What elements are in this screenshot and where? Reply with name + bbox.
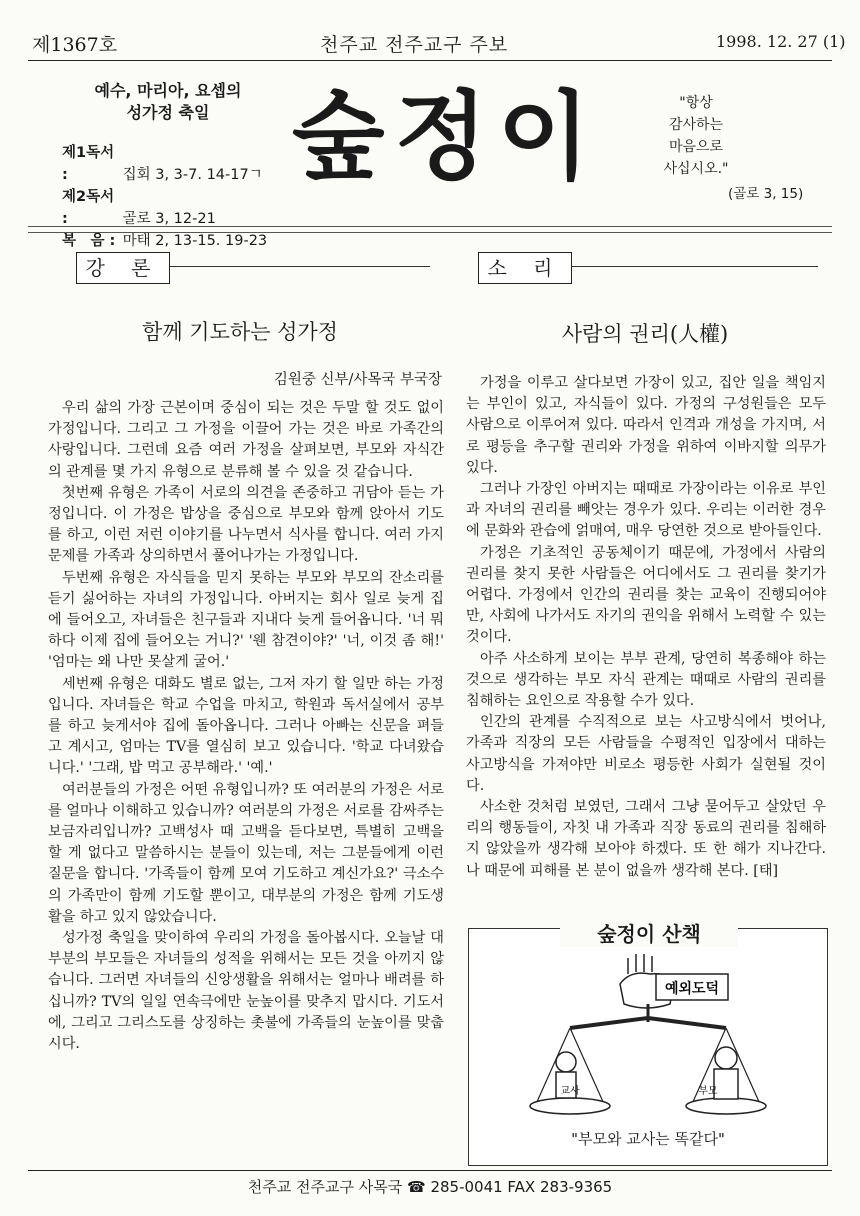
right-pan-label: 부모	[698, 1086, 718, 1097]
issue-number: 제1367호	[32, 34, 118, 56]
cartoon-title: 숲정이 산책	[560, 918, 738, 947]
homily-body	[48, 398, 444, 1055]
right-pan	[686, 1098, 766, 1114]
feast-line-1: 예수, 마리아, 요셉의	[94, 81, 242, 100]
paragraph: 두번째 유형은 자식들을 믿지 못하는 부모와 부모의 잔소리를 듣기 싫어하는 자녀의 가정입니다. 아버지는 회사 일로 늦게 집에 들어오고, 자녀들은 친구들과 지내다 늦게 들어옵니다. '너 뭐하다 이제 집에 들어오는 거니?' '웬 참견이야?' '너, 이것 좀 해!' '엄마는 왜 나만 못살게 굴어.'	[48, 569, 444, 671]
paragraph: 성가정 축일을 맞이하여 우리의 가정을 돌아봅시다. 오늘날 대부분의 부모들은 자녀들의 성적을 위해서는 모든 것을 아끼지 않습니다. 그러면 자녀들의 신앙생활을 위해서는 얼마나 배려를 하십니까? TV의 일일 연속극에만 눈높이를 맞추지 맙시다. 기도서에, 그리고 그리스도를 상징하는 촛불에 가족들의 눈높이를 맞춥시다.	[48, 930, 444, 1053]
reading-item	[62, 230, 267, 252]
homily-title: 함께 기도하는 성가정	[142, 320, 338, 344]
homily-author: 김원중 신부/사목국 부국장	[273, 372, 442, 388]
masthead-motto	[616, 92, 776, 180]
reading-label: 제1독서 :	[62, 145, 115, 183]
paragraph: 가정을 이루고 살다보면 가장이 있고, 집안 일을 책임지는 부인이 있고, 자식들이 있다. 가정의 구성원들은 모두 사람으로 이루어져 있다. 따라서 인격과 개성을 가지며, 서로 평등을 추구할 권리와 가정을 위하여 이바지할 의무가 있다.	[466, 375, 826, 476]
paragraph: 세번째 유형은 대화도 별로 없는, 그저 자기 할 일만 하는 가정입니다. 자녀들은 학교 수업을 마치고, 학원과 독서실에서 공부를 하고 늦게서야 집에 돌아옵니다. 그러나 아빠는 신문을 펴들고 계시고, 엄마는 TV를 열심히 보고 있습니다. '학교 다녀왔습니다.' '그래, 밥 먹고 공부해라.' '예.'	[48, 675, 444, 777]
voice-body	[466, 373, 826, 882]
paragraph: 우리 삶의 가장 근본이며 중심이 되는 것은 두말 할 것도 없이 가정입니다. 그리고 그 가정을 이끌어 가는 것은 바로 가족간의 사랑입니다. 그런데 요즘 여러 가정을 살펴보면, 부모와 자식간의 관계를 몇 가지 유형으로 분류해 볼 수 있을 것 같습니다.	[48, 400, 444, 480]
cartoon-caption: "부모와 교사는 똑같다"	[571, 1130, 725, 1148]
reading-label: 제2독서 :	[62, 189, 115, 227]
homily-label-rule	[170, 266, 430, 267]
reading-ref: 골로 3, 12-21	[122, 211, 216, 227]
motto-line: "항상	[679, 95, 713, 111]
reading-item	[62, 186, 267, 230]
reading-ref: 마태 2, 13-15. 19-23	[122, 233, 268, 249]
motto-source: (골로 3, 15)	[728, 186, 804, 202]
finger-lines	[628, 954, 652, 974]
scale-beam	[570, 1018, 726, 1028]
paragraph: 인간의 관계를 수직적으로 보는 사고방식에서 벗어나, 가족과 직장의 모든 사람들을 수평적인 입장에서 대하는 사고방식을 가져야만 비로소 평등한 사회가 실현될 것이다.	[466, 714, 826, 794]
parent-figure-icon	[715, 1047, 737, 1069]
masthead-title: 숲정이	[291, 81, 601, 193]
header-rule	[28, 60, 832, 61]
left-pan-label: 교사	[560, 1086, 580, 1097]
footer-rule	[28, 1170, 832, 1171]
feast-title	[58, 80, 278, 124]
footer-contact: 천주교 전주교구 사목국 ☎ 285-0041 FAX 283-9365	[247, 1178, 613, 1196]
balance-scale-illustration	[470, 944, 826, 1128]
motto-line: 감사하는	[668, 117, 724, 133]
voice-section-label: 소 리	[478, 252, 572, 284]
paragraph: 첫번째 유형은 가족이 서로의 의견을 존중하고 귀담아 듣는 가정입니다. 이 가정은 밥상을 중심으로 부모와 함께 앉아서 기도를 하고, 이런 저런 이야기를 나누면서 식사를 합니다. 여러 가지 문제를 가족과 상의하면서 풀어나가는 가정입니다.	[48, 484, 444, 565]
reading-ref: 집회 3, 3-7. 14-17ㄱ	[122, 167, 263, 183]
paragraph: 그러나 가장인 아버지는 때때로 가장이라는 이유로 부인과 자녀의 권리를 빼앗는 경우가 있다. 우리는 이러한 경우에 문화와 관습에 얽매여, 매우 당연한 것으로 받아들인다.	[466, 481, 826, 540]
motto-line: 사십시오."	[663, 161, 729, 177]
issue-date: 1998. 12. 27 (1)	[716, 32, 846, 51]
readings-list	[62, 142, 267, 252]
paragraph: 여러분들의 가정은 어떤 유형입니까? 또 여러분의 가정은 서로를 얼마나 이해하고 있습니까? 여러분의 가정은 서로를 감싸주는 보금자리입니까? 고백성사 때 고백을 듣다보면, 특별히 고백을 할 게 없다고 말씀하시는 분들이 있는데, 저는 그분들에게 이런 질문을 합니다. '가족들이 함께 모여 기도하고 계신가요?' 극소수의 가족만이 함께 기도할 뿐이고, 대부분의 가정은 함께 기도생활을 하고 있지 않았습니다.	[48, 781, 444, 925]
scale-label: 예외도덕	[664, 981, 720, 997]
reading-item	[62, 142, 267, 186]
paragraph: 아주 사소하게 보이는 부부 관계, 당연히 복종해야 하는 것으로 생각하는 부모 자식 관계는 때때로 사람의 권리를 침해하는 요인으로 작용할 수가 있다.	[466, 650, 826, 710]
voice-title: 사람의 권리(人權)	[561, 322, 729, 346]
paragraph: 가정은 기초적인 공동체이기 때문에, 가정에서 사람의 권리를 찾지 못한 사람들은 어디에서도 그 권리를 찾기가 어렵다. 가정에서 인간의 권리를 찾는 교육이 진행되어야만, 사회에 나가서도 자기의 권익을 위해서 노력할 수 있는 것이다.	[466, 544, 826, 646]
paragraph: 사소한 것처럼 보였던, 그래서 그냥 묻어두고 살았던 우리의 행동들이, 자칫 내 가족과 직장 동료의 권리를 침해하지 않았을까 생각해 보아야 하겠다. 또 한 해가 지나간다. 나 때문에 피해를 본 분이 없을까 생각해 본다. [태]	[466, 799, 826, 879]
section-divider	[28, 226, 832, 233]
reading-label: 복 음 :	[62, 233, 116, 249]
feast-line-2: 성가정 축일	[126, 103, 210, 122]
teacher-figure-icon	[556, 1052, 576, 1072]
voice-label-rule	[572, 266, 818, 267]
motto-line: 마음으로	[668, 139, 724, 155]
homily-section-label: 강 론	[76, 252, 170, 284]
left-pan	[530, 1098, 610, 1114]
paper-name: 천주교 전주교구 주보	[320, 34, 509, 56]
